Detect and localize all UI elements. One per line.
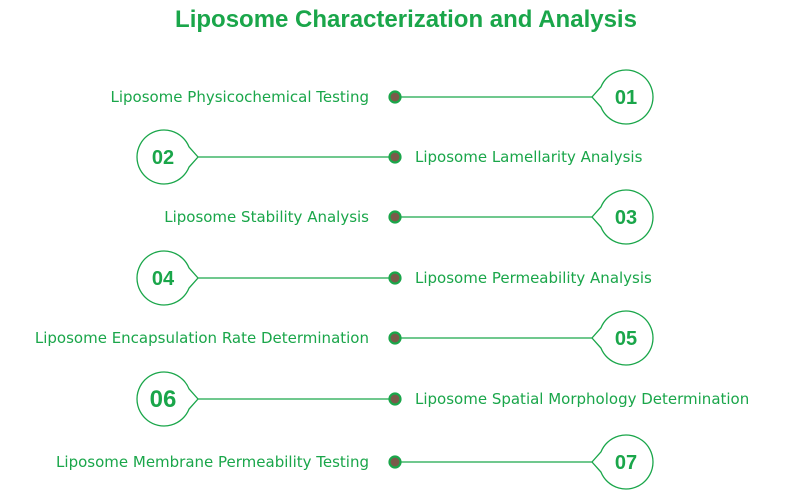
step-03-number: 03 xyxy=(614,207,638,229)
step-05 xyxy=(35,311,653,365)
step-05-label: Liposome Encapsulation Rate Determination xyxy=(34,329,369,347)
step-01-node xyxy=(390,92,401,103)
step-06-number: 06 xyxy=(149,386,177,413)
step-02-number: 02 xyxy=(151,147,175,169)
step-07-node xyxy=(390,457,401,468)
step-06 xyxy=(137,372,749,426)
step-01-label: Liposome Physicochemical Testing xyxy=(110,88,369,106)
step-06-node xyxy=(390,394,401,405)
step-06-label: Liposome Spatial Morphology Determination xyxy=(415,390,750,408)
step-02-node xyxy=(390,152,401,163)
step-04 xyxy=(137,251,652,305)
step-02 xyxy=(137,130,643,184)
step-02-label: Liposome Lamellarity Analysis xyxy=(415,148,643,166)
step-01-number: 01 xyxy=(614,87,638,109)
step-05-number: 05 xyxy=(614,328,638,350)
step-03-label: Liposome Stability Analysis xyxy=(164,208,369,226)
step-07-number: 07 xyxy=(614,452,638,474)
step-07 xyxy=(56,435,653,489)
step-03 xyxy=(164,190,653,244)
step-03-node xyxy=(390,212,401,223)
step-01 xyxy=(110,70,653,124)
page-title: Liposome Characterization and Analysis xyxy=(175,6,637,33)
step-04-node xyxy=(390,273,401,284)
step-05-node xyxy=(390,333,401,344)
step-04-label: Liposome Permeability Analysis xyxy=(415,269,652,287)
step-04-number: 04 xyxy=(151,268,175,290)
step-07-label: Liposome Membrane Permeability Testing xyxy=(56,453,369,471)
